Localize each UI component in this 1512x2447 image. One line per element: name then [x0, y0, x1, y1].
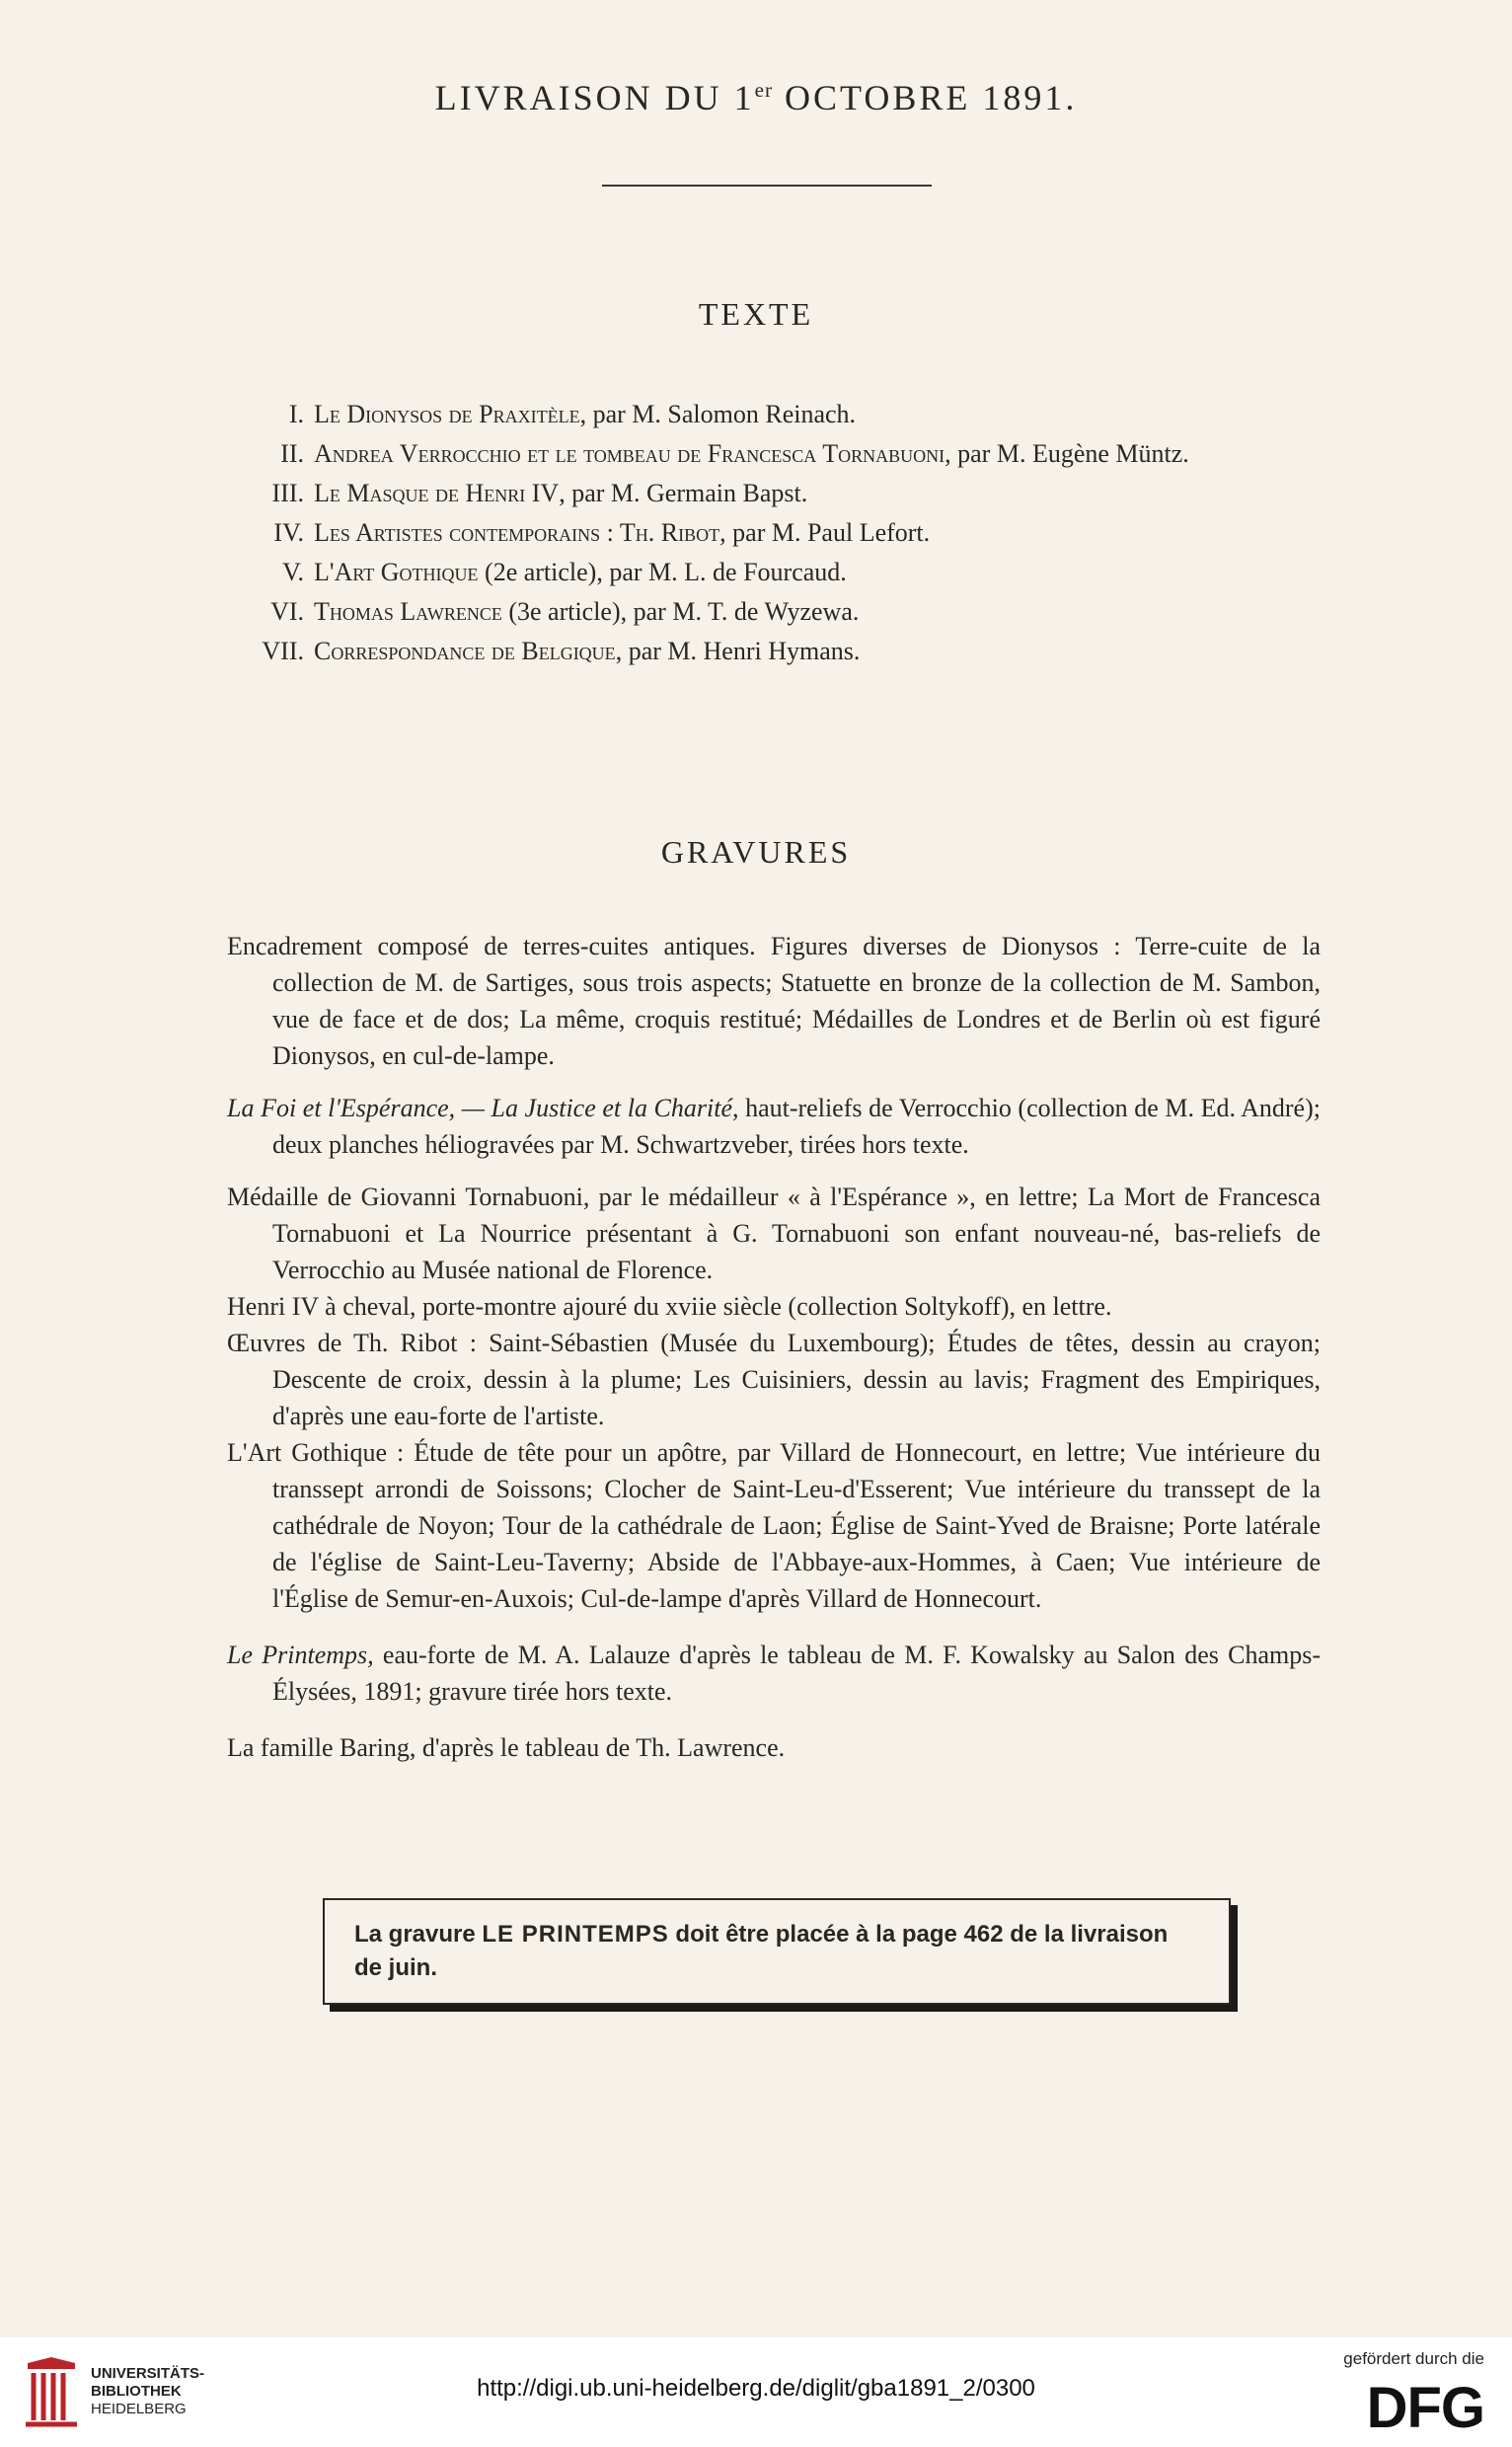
- texte-item: V. L'Art Gothique (2e article), par M. L. de Fourcaud.: [282, 558, 847, 586]
- texte-item: III. Le Masque de Henri IV, par M. Germain Bapst.: [271, 479, 808, 507]
- issue-heading: LIVRAISON DU 1er OCTOBRE 1891.: [434, 78, 1078, 117]
- texte-item: II. Andrea Verrocchio et le tombeau de Francesca Tornabuoni, par M. Eugène Müntz.: [280, 439, 1189, 468]
- footer-bar: [0, 2337, 1512, 2447]
- texte-item: IV. Les Artistes contemporains : Th. Ribot, par M. Paul Lefort.: [273, 518, 931, 547]
- dfg-logo: DFG: [1366, 2376, 1484, 2440]
- texte-item: VII. Correspondance de Belgique, par M. Henri Hymans.: [262, 637, 861, 665]
- source-url-link[interactable]: http://digi.ub.uni-heidelberg.de/diglit/gba1891_2/0300: [477, 2375, 1035, 2402]
- texte-item: VI. Thomas Lawrence (3e article), par M. T. de Wyzewa.: [270, 597, 860, 626]
- dfg-funding-label: gefördert durch die: [1343, 2349, 1484, 2368]
- gravure-entry: La famille Baring, d'après le tableau de Th. Lawrence.: [227, 1733, 786, 1762]
- notice-box: La gravure LE PRINTEMPS doit être placée à la page 462 de la livraison de juin.: [323, 1898, 1231, 2005]
- gravures-list: [227, 928, 1321, 1766]
- texte-list: [247, 395, 1323, 671]
- gravure-entry: La Foi et l'Espérance, — La Justice et la Charité, haut-reliefs de Verrocchio (collection de M. Ed. André); deux planches héliogravées par M. Schwartzveber, tirées hors texte.: [227, 1094, 1321, 1159]
- gravure-entry: Œuvres de Th. Ribot : Saint-Sébastien (Musée du Luxembourg); Études de têtes, dessin au crayon; Descente de croix, dessin à la plume; Les Cuisiniers, dessin au lavis; Fragment des Empiriques, d'après une eau-forte de l'artiste.: [227, 1329, 1321, 1430]
- gravure-entry: Le Printemps, eau-forte de M. A. Lalauze d'après le tableau de M. F. Kowalsky au Salon des Champs-Élysées, 1891; gravure tirée hors texte.: [227, 1641, 1321, 1706]
- gravure-entry: Encadrement composé de terres-cuites antiques. Figures diverses de Dionysos : Terre-cuite de la collection de M. de Sartiges, sous trois aspects; Statuette en bronze de la collection de M. Sambon, vue de face et de dos; La même, croquis restitué; Médailles de Londres et de Berlin où est figuré Dionysos, en cul-de-lampe.: [227, 932, 1321, 1070]
- university-library-name: UNIVERSITÄTS- BIBLIOTHEK HEIDELBERG: [91, 2365, 205, 2417]
- gravure-entry: Médaille de Giovanni Tornabuoni, par le médailleur « à l'Espérance », en lettre; La Mort de Francesca Tornabuoni et La Nourrice présentant à G. Tornabuoni son enfant nouveau-né, bas-reliefs de Verrocchio au Musée national de Florence.: [227, 1183, 1321, 1284]
- gravure-entry: L'Art Gothique : Étude de tête pour un apôtre, par Villard de Honnecourt, en lettre; Vue intérieure du transsept arrondi de Soissons; Clocher de Saint-Leu-d'Esserent; Vue intérieure du transsept de la cathédrale de Noyon; Tour de la cathédrale de Laon; Église de Saint-Yved de Braisne; Porte latérale de l'église de Saint-Leu-Taverny; Abside de l'Abbaye-aux-Hommes, à Caen; Vue intérieure de l'Église de Semur-en-Auxois; Cul-de-lampe d'après Villard de Honnecourt.: [227, 1438, 1321, 1613]
- texte-section-title: TEXTE: [698, 296, 814, 332]
- texte-item: I. Le Dionysos de Praxitèle, par M. Salomon Reinach.: [288, 400, 857, 428]
- gravure-entry: Henri IV à cheval, porte-montre ajouré du xviie siècle (collection Soltykoff), en lettre.: [227, 1292, 1112, 1321]
- gravures-section-title: GRAVURES: [660, 834, 852, 870]
- heading-rule: [602, 185, 932, 187]
